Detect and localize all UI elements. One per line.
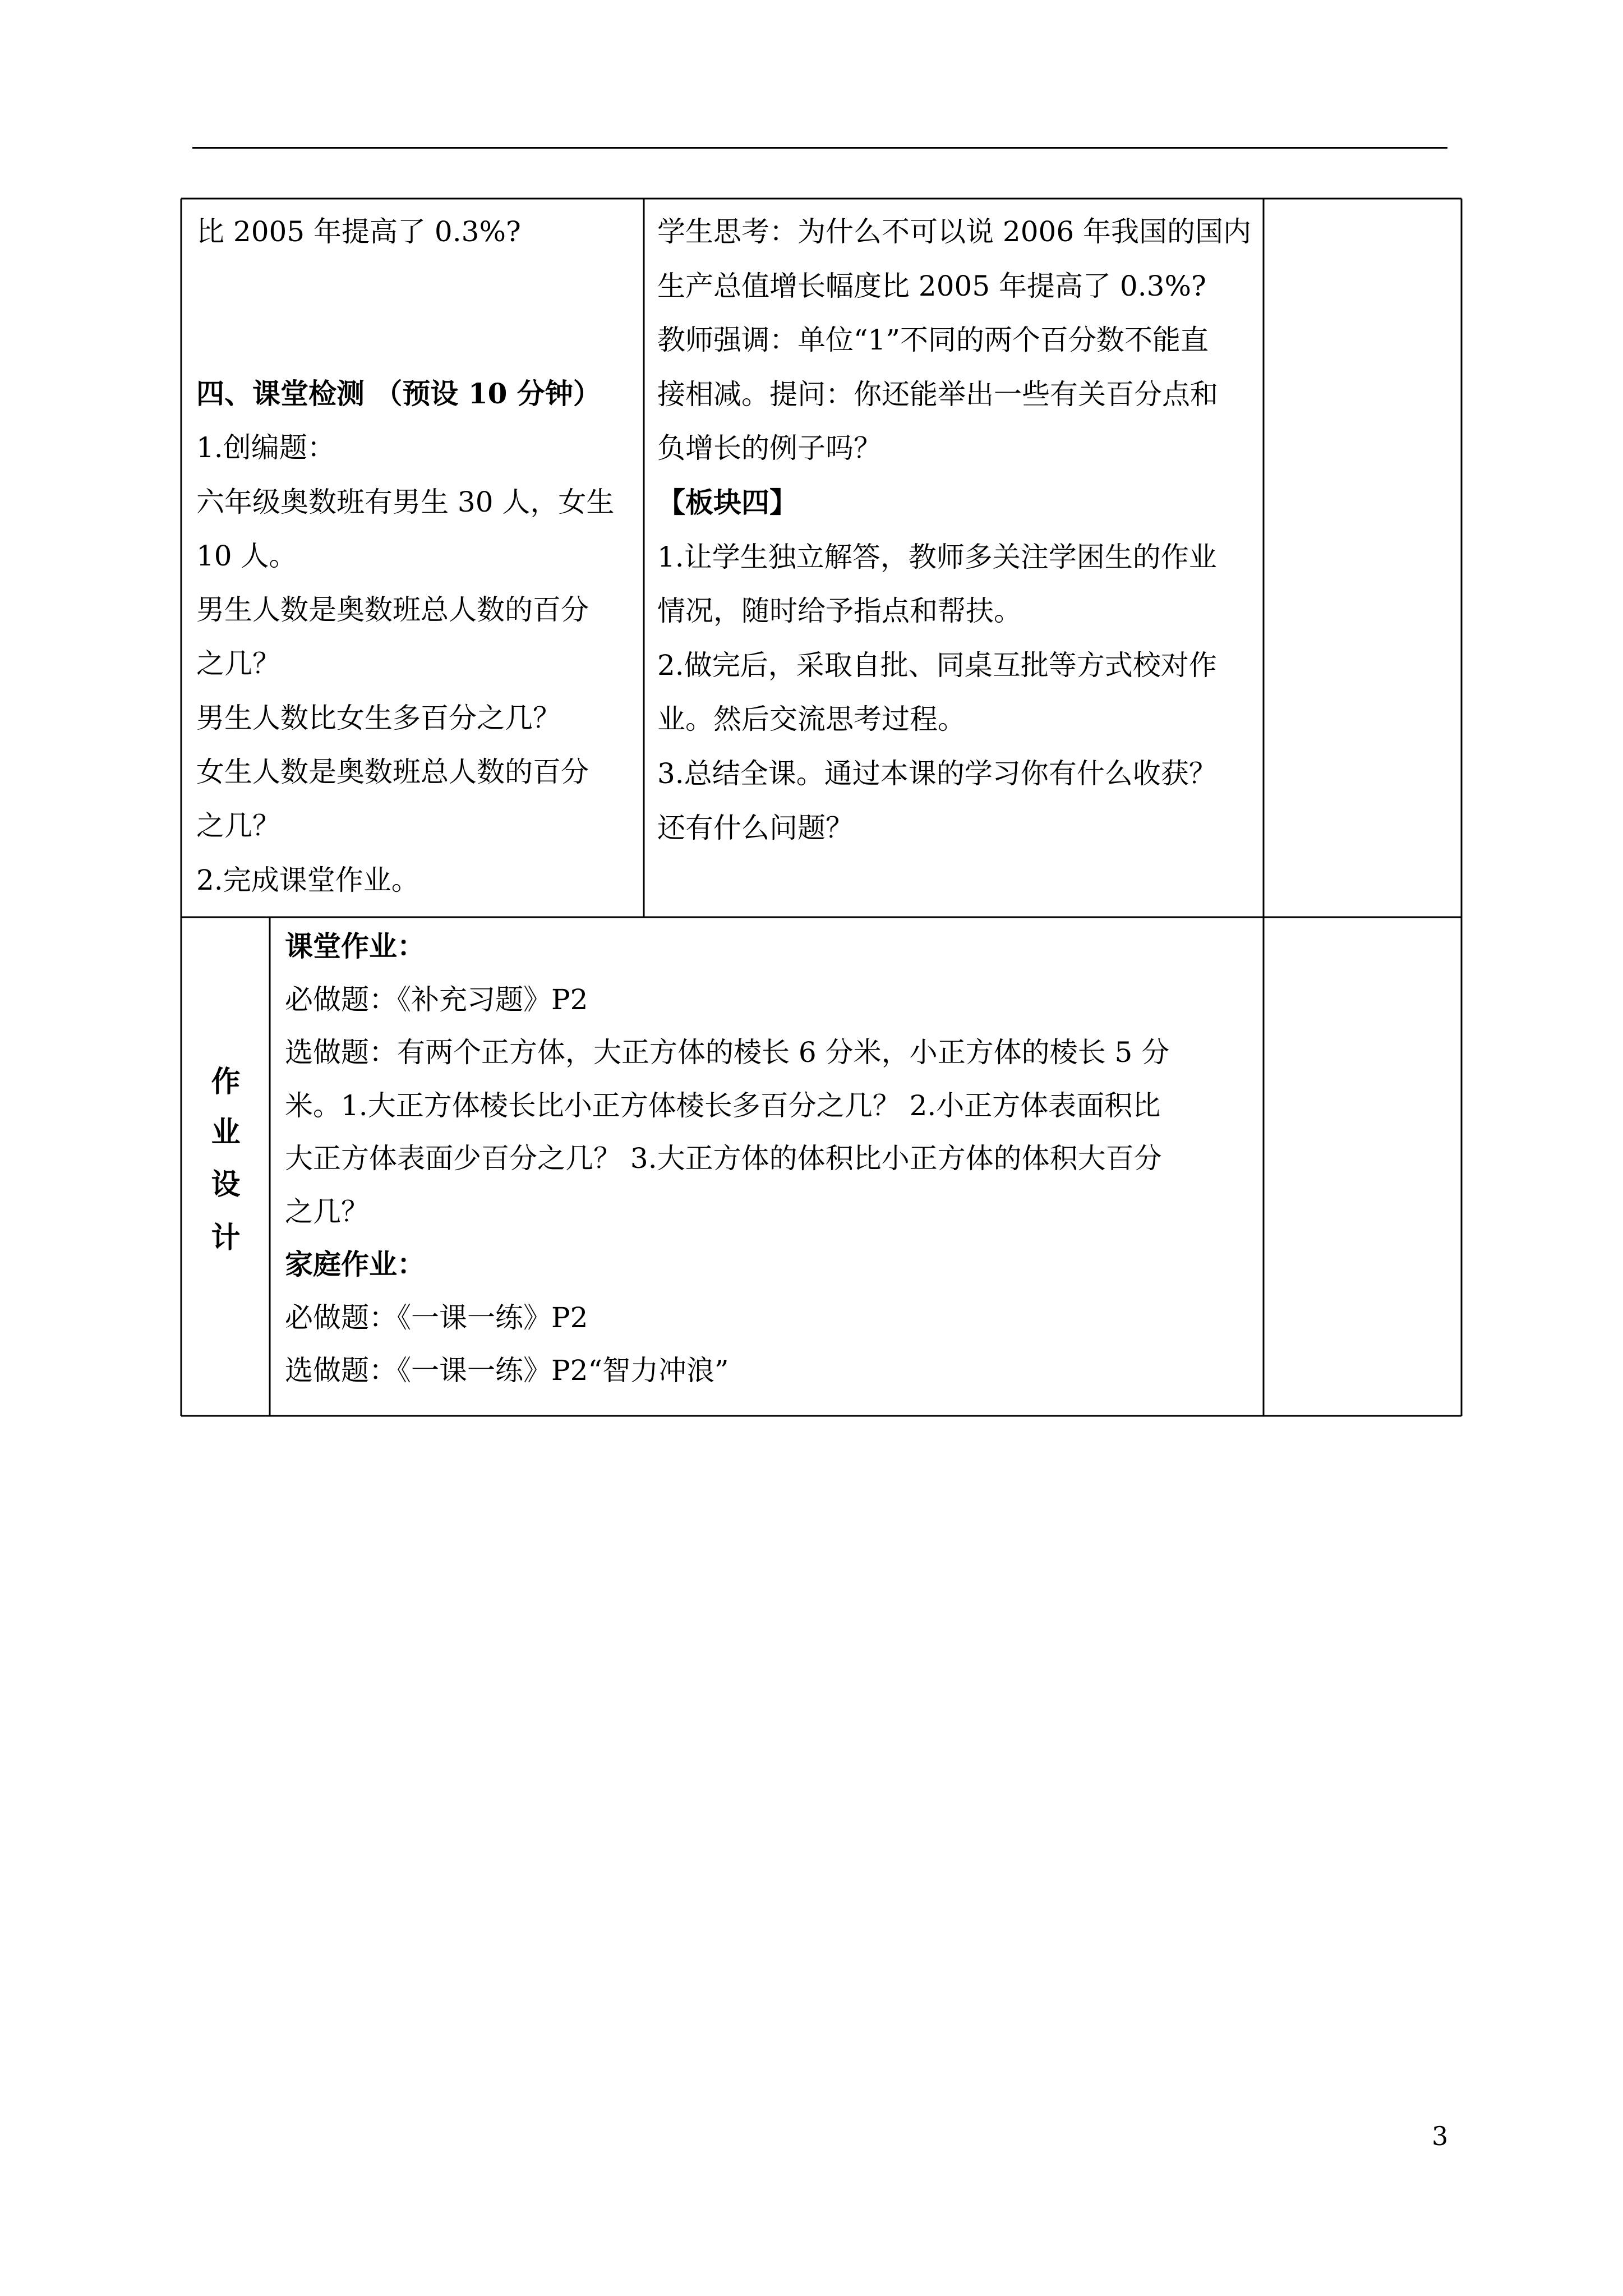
text-line: 男生人数是奥数班总人数的百分	[196, 593, 589, 627]
text-line: 选做题：有两个正方体，大正方体的棱长 6 分米，小正方体的棱长 5 分	[285, 1036, 1170, 1069]
text-line: 大正方体表面少百分之几？ 3.大正方体的体积比小正方体的体积大百分	[285, 1142, 1162, 1175]
text-line: 之几？	[196, 809, 280, 843]
text-line: 10 人。	[196, 539, 297, 572]
text-line: 四、课堂检测 （预设 10 分钟）	[196, 376, 601, 410]
text-line: 情况，随时给予指点和帮扶。	[657, 595, 1022, 628]
lesson-activity-cell	[196, 215, 639, 910]
text-line: 选做题：《一课一练》P2“智力冲浪”	[285, 1354, 729, 1387]
header-rule	[192, 147, 1447, 149]
text-line: 课堂作业：	[285, 930, 425, 963]
text-line: 2.完成课堂作业。	[196, 863, 419, 896]
text-line: 家庭作业：	[285, 1248, 425, 1281]
text-line: 负增长的例子吗？	[657, 432, 882, 465]
text-line: 教师强调：单位“1”不同的两个百分数不能直	[657, 324, 1209, 357]
text-line: 之几？	[285, 1195, 369, 1228]
text-line: 1.创编题：	[196, 431, 335, 464]
homework-label-char: 设	[211, 1167, 241, 1202]
teacher-student-activity-cell	[657, 215, 1260, 910]
homework-label-char: 业	[211, 1115, 241, 1149]
text-line: 【板块四】	[657, 486, 797, 519]
homework-content-cell	[285, 930, 1261, 1412]
text-line: 业。然后交流思考过程。	[657, 703, 966, 736]
page-number: 3	[1432, 2121, 1449, 2151]
text-line: 还有什么问题？	[657, 811, 854, 844]
text-line: 生产总值增长幅度比 2005 年提高了 0.3%?	[657, 269, 1206, 302]
text-line: 六年级奥数班有男生 30 人，女生	[196, 485, 615, 518]
text-line: 接相减。提问：你还能举出一些有关百分点和	[657, 378, 1218, 411]
homework-label-char: 作	[211, 1065, 241, 1099]
homework-label-char: 计	[211, 1221, 241, 1255]
text-line: 女生人数是奥数班总人数的百分	[196, 756, 589, 788]
homework-design-label	[182, 918, 269, 1415]
notes-cell-row2	[1265, 918, 1460, 1415]
text-line: 1.让学生独立解答，教师多关注学困生的作业	[657, 540, 1217, 573]
text-line: 男生人数比女生多百分之几？	[196, 701, 561, 734]
text-line: 3.总结全课。通过本课的学习你有什么收获？	[657, 757, 1217, 790]
text-line: 学生思考：为什么不可以说 2006 年我国的国内	[657, 215, 1252, 248]
text-line: 必做题：《一课一练》P2	[285, 1301, 588, 1334]
text-line: 必做题：《补充习题》P2	[285, 983, 588, 1016]
text-line: 2.做完后，采取自批、同桌互批等方式校对作	[657, 648, 1217, 682]
text-line: 比 2005 年提高了 0.3%?	[196, 215, 521, 248]
text-line: 米。1.大正方体棱长比小正方体棱长多百分之几？ 2.小正方体表面积比	[285, 1089, 1161, 1122]
notes-cell-row1	[1265, 200, 1460, 916]
text-line: 之几？	[196, 647, 280, 680]
